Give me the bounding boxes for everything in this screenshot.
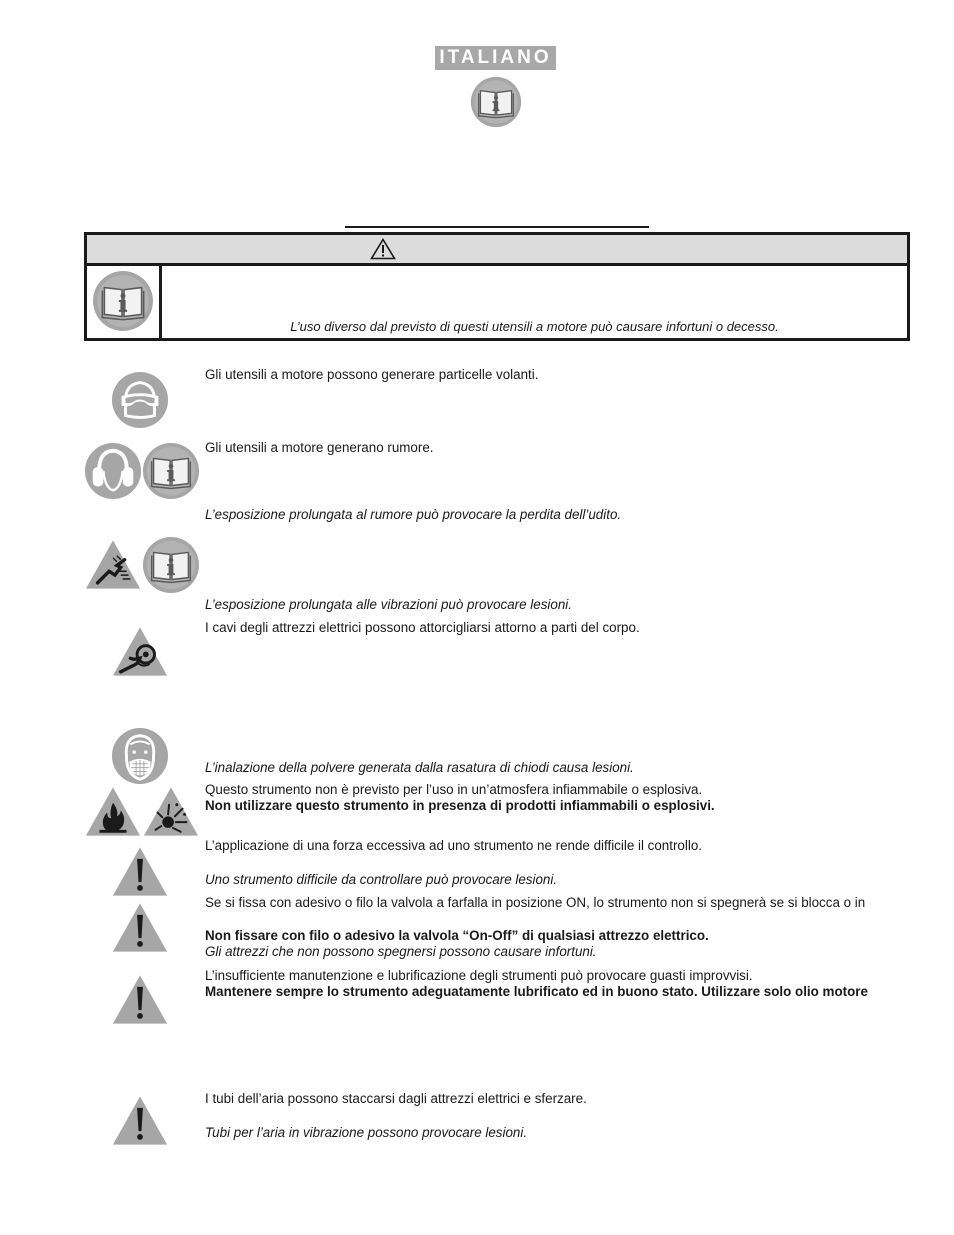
warning-header: [87, 235, 907, 266]
hazard-cables: I cavi degli attrezzi elettrici possono attorcigliarsi attorno a parti del corpo.: [205, 620, 640, 635]
hazard-maintenance-warning: Mantenere sempre lo strumento adeguatamente lubrificato ed in buono stato. Utilizzare solo olio motore: [205, 984, 868, 999]
hazard-atmosphere: Questo strumento non è previsto per l’uso in un’atmosfera infiammabile o esplosiva.: [205, 782, 703, 797]
warning-text: L’uso diverso dal previsto di questi utensili a motore può causare infortuni o decesso.: [290, 319, 779, 334]
read-manual-icon: [470, 76, 522, 128]
hazard-noise-effect: L’esposizione prolungata al rumore può provocare la perdita dell’udito.: [205, 507, 622, 522]
warning-box: [84, 232, 910, 341]
hazard-particles: Gli utensili a motore possono generare particelle volanti.: [205, 367, 539, 382]
read-manual-icon: [92, 270, 154, 332]
explosive-icon: [142, 785, 200, 838]
title-rule: [345, 226, 649, 228]
read-manual-icon: [142, 442, 200, 500]
exclamation-warning-icon: [111, 901, 169, 954]
language-badge: ITALIANO: [435, 46, 556, 70]
hazard-maintenance: L’insufficiente manutenzione e lubrificazione degli strumenti può provocare guasti improvvisi.: [205, 968, 753, 983]
hazard-noise: Gli utensili a motore generano rumore.: [205, 440, 434, 455]
hazard-throttle-warning: Non fissare con filo o adesivo la valvola “On-Off” di qualsiasi attrezzo elettrico.: [205, 928, 709, 943]
ear-protection-icon: [84, 442, 142, 500]
hazard-throttle-effect: Gli attrezzi che non possono spegnersi possono causare infortuni.: [205, 944, 597, 959]
hazard-dust-effect: L’inalazione della polvere generata dalla rasatura di chiodi causa lesioni.: [205, 760, 634, 775]
read-manual-icon: [142, 536, 200, 594]
eye-protection-icon: [111, 371, 169, 429]
warning-triangle-icon: [370, 238, 396, 260]
exclamation-warning-icon: [111, 973, 169, 1026]
hazard-hoses-effect: Tubi per l’aria in vibrazione possono provocare lesioni.: [205, 1125, 528, 1140]
hazard-vibration-effect: L’esposizione prolungata alle vibrazioni può provocare lesioni.: [205, 597, 572, 612]
exclamation-warning-icon: [111, 845, 169, 898]
respirator-icon: [111, 727, 169, 785]
warning-left-cell: [87, 266, 162, 338]
exclamation-warning-icon: [111, 1094, 169, 1147]
hazard-throttle: Se si fissa con adesivo o filo la valvola a farfalla in posizione ON, lo strumento non si spegnerà se si blocca o in: [205, 895, 866, 910]
vibration-hazard-icon: [84, 538, 142, 591]
entanglement-hazard-icon: [111, 625, 169, 678]
hazard-force: L’applicazione di una forza eccessiva ad uno strumento ne rende difficile il controllo.: [205, 838, 702, 853]
hazard-hoses: I tubi dell’aria possono staccarsi dagli attrezzi elettrici e sferzare.: [205, 1091, 587, 1106]
flammable-icon: [84, 785, 142, 838]
hazard-atmosphere-warning: Non utilizzare questo strumento in presenza di prodotti infiammabili o esplosivi.: [205, 798, 715, 813]
hazard-force-effect: Uno strumento difficile da controllare può provocare lesioni.: [205, 872, 558, 887]
